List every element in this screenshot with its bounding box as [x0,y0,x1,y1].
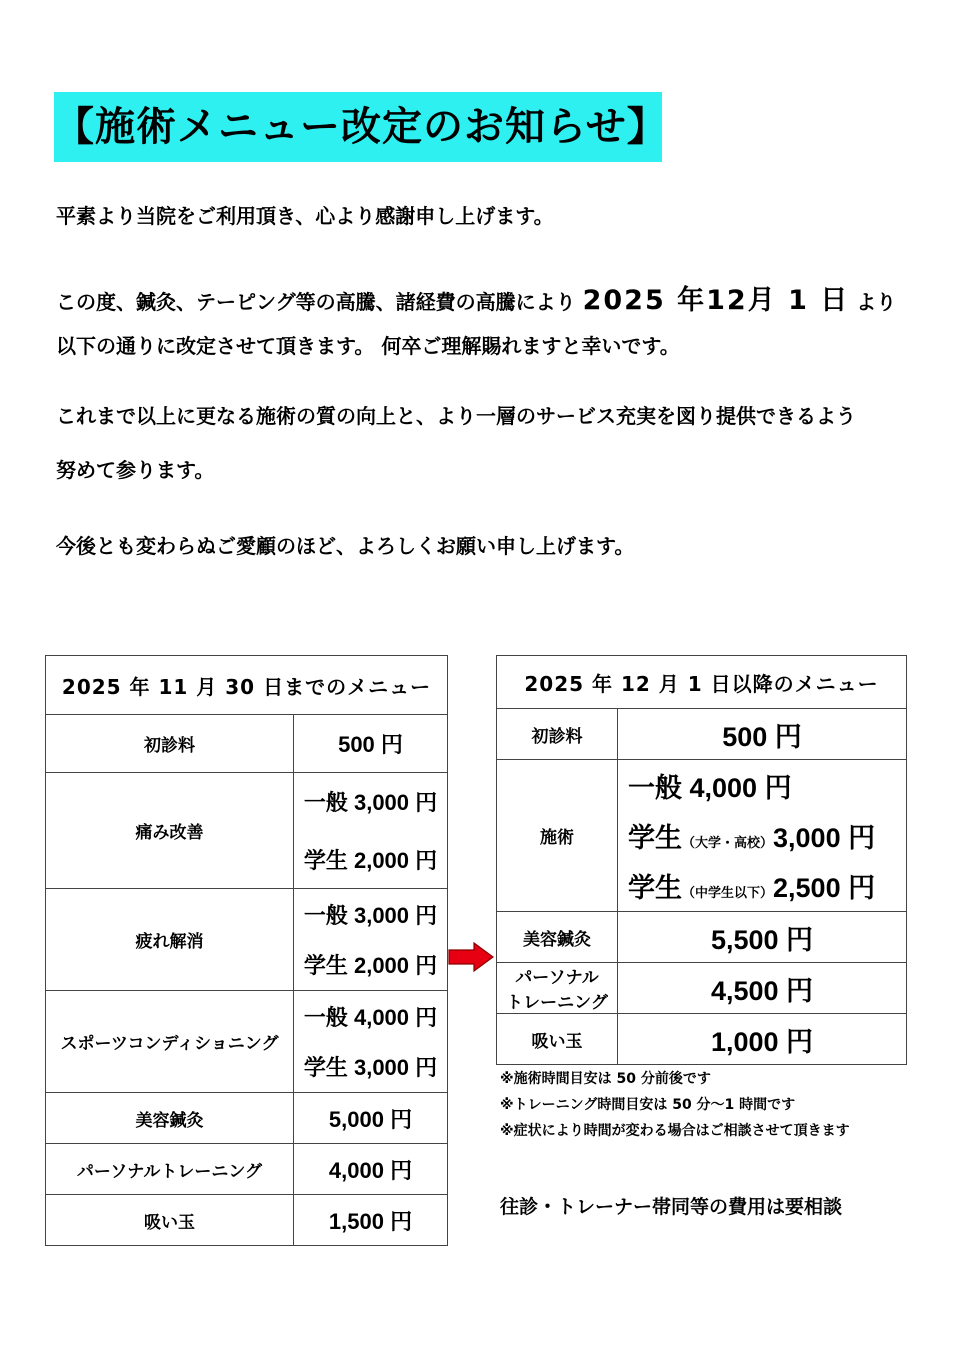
old-row-price: 500 円 [294,715,448,773]
intro-paragraph-3: 以下の通りに改定させて頂きます。 何卒ご理解賜れますと幸いです。 [56,334,680,358]
old-price-student: 学生 2,000 円 [303,847,438,873]
intro-paragraph-6: 今後とも変わらぬご愛顧のほど、よろしくお願い申し上げます。 [56,534,635,558]
intro-paragraph-2 [56,278,916,317]
note-3: ※症状により時間が変わる場合はご相談させて頂きます [500,1123,850,1139]
old-row-prices [294,889,448,991]
footer-note: 往診・トレーナー帯同等の費用は要相談 [500,1196,843,1218]
new-row-label: 吸い玉 [497,1014,618,1065]
old-price-student: 学生 3,000 円 [303,1055,438,1081]
old-row-label: 痛み改善 [46,773,294,889]
label-line: パーソナル [515,968,599,988]
new-treatment-prices [618,760,907,912]
new-row-price: 1,000 円 [618,1014,907,1065]
new-row-label: 初診料 [497,709,618,760]
note-1: ※施術時間目安は 50 分前後です [500,1071,711,1087]
new-menu-header: 2025 年 12 月 1 日以降のメニュー [497,656,907,709]
new-price-student-univ [628,816,906,855]
new-row-price: 4,500 円 [618,963,907,1014]
old-price-general: 一般 4,000 円 [303,1004,438,1030]
new-price-student-jr [628,866,906,905]
new-row-label: 美容鍼灸 [497,912,618,963]
old-row-prices [294,991,448,1093]
old-row-label: 吸い玉 [46,1195,294,1246]
intro-paragraph-1: 平素より当院をご利用頂き、心より感謝申し上げます。 [56,204,554,228]
old-row-price: 5,000 円 [294,1093,448,1144]
student-prefix: 学生 [628,822,682,853]
old-price-student: 学生 2,000 円 [303,953,438,979]
intro-p2-prefix: この度、鍼灸、テーピング等の高騰、諸経費の高騰により [56,290,576,314]
new-price-general: 一般 4,000 円 [628,772,792,803]
student-prefix: 学生 [628,873,682,904]
old-row-label: パーソナルトレーニング [46,1144,294,1195]
old-row-label: 初診料 [46,715,294,773]
new-row-label: 施術 [497,760,618,912]
effective-date: 2025 年12月 1 日 [582,285,850,316]
student-category-note: （大学・高校） [682,834,774,850]
new-row-price: 500 円 [618,709,907,760]
old-price-general: 一般 3,000 円 [303,790,438,816]
old-row-label: 疲れ解消 [46,889,294,991]
student-price: 2,500 円 [773,873,876,904]
old-row-price: 4,000 円 [294,1144,448,1195]
student-category-note: （中学生以下） [682,885,774,901]
intro-paragraph-5: 努めて参ります。 [56,458,215,482]
new-row-price: 5,500 円 [618,912,907,963]
new-menu-table [496,655,907,1065]
page-title: 【施術メニュー改定のお知らせ】 [54,92,662,162]
old-menu-header: 2025 年 11 月 30 日までのメニュー [46,656,448,715]
student-price: 3,000 円 [773,822,876,853]
intro-p2-suffix: より [856,290,897,314]
right-arrow-icon [448,942,494,972]
note-2: ※トレーニング時間目安は 50 分～1 時間です [500,1097,796,1113]
old-row-label: 美容鍼灸 [46,1093,294,1144]
old-row-label: スポーツコンディショニング [46,991,294,1093]
old-menu-table [45,655,448,1246]
intro-paragraph-4: これまで以上に更なる施術の質の向上と、より一層のサービス充実を図り提供できるよう [56,404,856,428]
old-row-prices [294,773,448,889]
label-line: トレーニング [506,993,608,1013]
old-price-general: 一般 3,000 円 [303,902,438,928]
old-row-price: 1,500 円 [294,1195,448,1246]
new-row-label [497,963,618,1014]
